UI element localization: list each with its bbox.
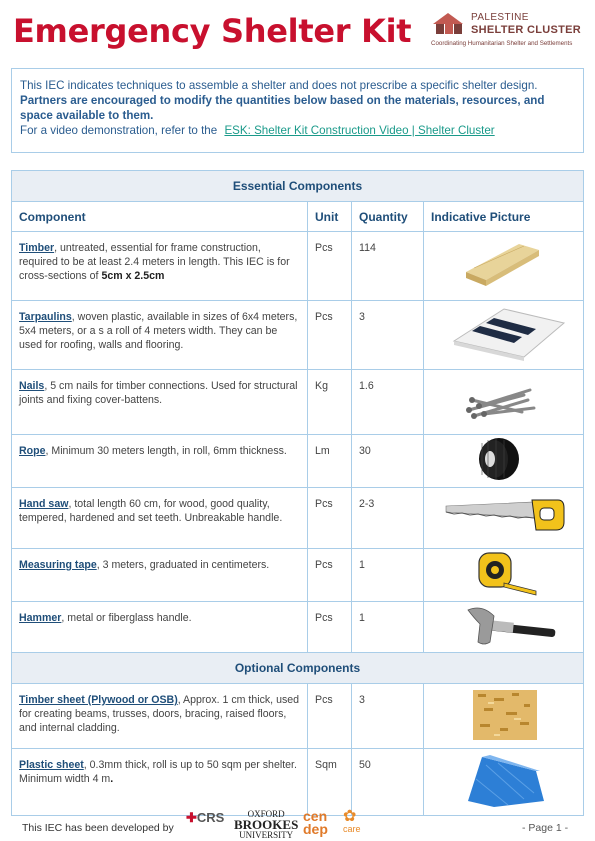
- intro-text: This IEC indicates techniques to assemble a shelter and does not prescribe a specific shelter design.: [20, 79, 538, 92]
- component-link-timber-sheet[interactable]: Timber sheet (Plywood or OSB): [19, 694, 178, 706]
- table-row: [12, 301, 584, 370]
- unit-cell: Pcs: [308, 232, 352, 301]
- timber-icon: [424, 232, 579, 296]
- rope-icon: [424, 435, 579, 483]
- component-description: , woven plastic, available in sizes of 6x4 meters, 5x4 meters, or a s a roll of 4 meters width. They can be used for roofing, walls and flooring.: [19, 311, 298, 351]
- picture-cell: [424, 232, 584, 301]
- intro-box: [11, 68, 584, 153]
- crs-logo-text: CRS: [196, 810, 225, 825]
- care-logo-text: care: [343, 824, 361, 834]
- logo-line-2: SHELTER CLUSTER: [471, 24, 582, 36]
- cendep-line-1: cen: [303, 808, 328, 824]
- hand-saw-icon: [424, 488, 579, 544]
- picture-cell: [424, 602, 584, 659]
- table-row: [12, 232, 584, 301]
- picture-cell: [424, 370, 584, 435]
- essential-section-title: Essential Components: [12, 171, 584, 202]
- unit-cell: Pcs: [308, 684, 352, 749]
- crs-cross-icon: ✚: [186, 810, 197, 825]
- logo-line-1: PALESTINE: [471, 12, 529, 23]
- quantity-cell: 3: [352, 301, 424, 370]
- hammer-icon: [424, 602, 579, 654]
- shelter-cluster-emblem-icon: [431, 10, 465, 38]
- component-link-hand-saw[interactable]: Hand saw: [19, 498, 69, 510]
- unit-cell: Pcs: [308, 602, 352, 659]
- table-row: [12, 549, 584, 602]
- developed-by-text: This IEC has been developed by: [22, 822, 174, 834]
- quantity-cell: 1: [352, 549, 424, 602]
- picture-cell: [424, 684, 584, 749]
- cendep-line-2: dep: [303, 821, 328, 837]
- table-row: [12, 749, 584, 816]
- quantity-cell: 114: [352, 232, 424, 301]
- component-description: , metal or fiberglass handle.: [61, 612, 192, 624]
- unit-cell: Pcs: [308, 549, 352, 602]
- unit-cell: Pcs: [308, 301, 352, 370]
- component-description: , untreated, essential for frame construction, required to be at least 2.4 meters in length. This IEC is for cross-sections of: [19, 242, 290, 282]
- cendep-logo: [303, 810, 328, 836]
- component-link-nails[interactable]: Nails: [19, 380, 45, 392]
- column-header-unit: Unit: [308, 202, 352, 232]
- component-cell: [12, 549, 308, 602]
- component-cell: [12, 232, 308, 301]
- component-cell: [12, 435, 308, 488]
- component-description: , Approx. 1 cm thick, used for creating beams, trusses, doors, bracing, raised floors, and internal cladding.: [19, 694, 300, 734]
- page-number: - Page 1 -: [522, 822, 569, 834]
- component-cell: [12, 684, 308, 749]
- quantity-cell: 1.6: [352, 370, 424, 435]
- oxford-brookes-logo: [234, 810, 298, 839]
- table-row: [12, 488, 584, 549]
- picture-cell: [424, 549, 584, 602]
- intro-video-text: For a video demonstration, refer to the: [20, 124, 218, 137]
- component-description-bold: 5cm x 2.5cm: [101, 270, 165, 282]
- component-cell: [12, 602, 308, 659]
- component-link-measuring-tape[interactable]: Measuring tape: [19, 559, 97, 571]
- table-row: [12, 370, 584, 435]
- quantity-cell: 50: [352, 749, 424, 816]
- component-description: , 5 cm nails for timber connections. Used for structural joints and fixing cover-battens.: [19, 380, 298, 406]
- quantity-cell: 1: [352, 602, 424, 659]
- component-link-hammer[interactable]: Hammer: [19, 612, 62, 624]
- logo-tagline: Coordinating Humanitarian Shelter and Settlements: [431, 40, 573, 47]
- table-row: [12, 435, 584, 488]
- quantity-cell: 3: [352, 684, 424, 749]
- quantity-cell: 2-3: [352, 488, 424, 549]
- component-cell: [12, 370, 308, 435]
- quantity-cell: 30: [352, 435, 424, 488]
- component-cell: [12, 488, 308, 549]
- picture-cell: [424, 488, 584, 549]
- unit-cell: Lm: [308, 435, 352, 488]
- component-link-rope[interactable]: Rope: [19, 445, 46, 457]
- unit-cell: Pcs: [308, 488, 352, 549]
- video-link[interactable]: ESK: Shelter Kit Construction Video | Shelter Cluster: [224, 124, 495, 137]
- component-link-tarpaulins[interactable]: Tarpaulins: [19, 311, 72, 323]
- component-description: , total length 60 cm, for wood, good quality, tempered, hardened and set teeth. Unbreakable handle.: [19, 498, 283, 524]
- osb-sheet-icon: [424, 684, 579, 744]
- care-logo: [343, 810, 361, 834]
- essential-components-table: [11, 170, 584, 659]
- component-link-plastic-sheet[interactable]: Plastic sheet: [19, 759, 84, 771]
- crs-logo: [186, 810, 224, 826]
- nails-icon: [424, 370, 579, 430]
- unit-cell: Kg: [308, 370, 352, 435]
- measuring-tape-icon: [424, 549, 579, 597]
- picture-cell: [424, 435, 584, 488]
- optional-section-title: Optional Components: [12, 653, 584, 684]
- component-description: , Minimum 30 meters length, in roll, 6mm thickness.: [45, 445, 287, 457]
- column-header-picture: Indicative Picture: [424, 202, 584, 232]
- component-description: , 3 meters, graduated in centimeters.: [96, 559, 270, 571]
- intro-bold-text: Partners are encouraged to modify the quantities below based on the materials, resources, and space available to them.: [20, 94, 545, 122]
- column-header-component: Component: [12, 202, 308, 232]
- plastic-sheet-icon: [424, 749, 579, 811]
- table-row: [12, 684, 584, 749]
- page-title: Emergency Shelter Kit: [13, 12, 412, 50]
- obu-line-2: BROOKES: [234, 817, 299, 832]
- component-cell: [12, 301, 308, 370]
- shelter-cluster-logo: [431, 9, 591, 51]
- table-row: [12, 602, 584, 659]
- picture-cell: [424, 301, 584, 370]
- unit-cell: Sqm: [308, 749, 352, 816]
- care-hands-icon: ✿: [343, 808, 357, 825]
- tarpaulin-icon: [424, 301, 579, 365]
- picture-cell: [424, 749, 584, 816]
- column-header-quantity: Quantity: [352, 202, 424, 232]
- obu-line-3: UNIVERSITY: [239, 830, 294, 840]
- component-description: , 0.3mm thick, roll is up to 50 sqm per shelter. Minimum width 4 m: [19, 759, 297, 785]
- component-link-timber[interactable]: Timber: [19, 242, 55, 254]
- obu-line-1: OXFORD: [247, 809, 285, 819]
- component-description-bold: .: [110, 773, 114, 785]
